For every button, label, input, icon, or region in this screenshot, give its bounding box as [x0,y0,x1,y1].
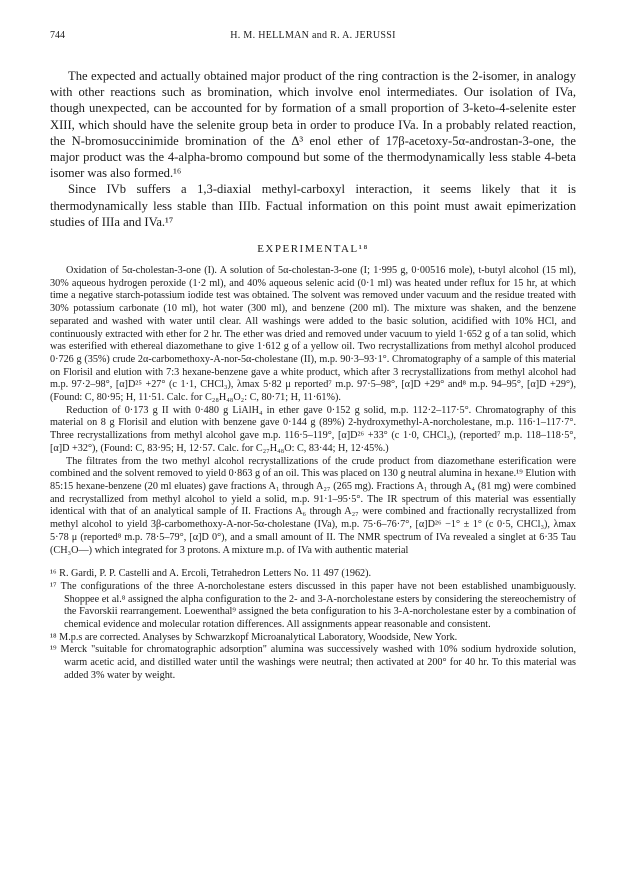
experimental-paragraph: Reduction of 0·173 g II with 0·480 g LiAlH₄ in ether gave 0·152 g solid, m.p. 112·2–117·5°. Chromatography of this material on 8 g Florisil and elution with benzene gave 0·144 g (89%) 2-hydroxymethyl-A-norcholestane, m.p. 116·1–117·7°. Three recrystallizations from methyl alcohol gave m.p. 116·5–119°, [α]D²⁶ +33° (c 1·0, CHCl₃), (reported⁷ m.p. 118–118·5°, [α]D +32°), (Found: C, 83·95; H, 12·57. Calc. for C₂₇H₄₈O: C, 83·44; H, 12·45%.) [50,404,576,454]
section-heading: EXPERIMENTAL¹⁸ [257,243,369,256]
footnote: ¹⁸ M.p.s are corrected. Analyses by Schwarzkopf Microanalytical Laboratory, Woodside, New York. [50,631,458,643]
running-title: H. M. HELLMAN and R. A. JERUSSI [230,30,396,41]
footnote: ¹⁷ The configurations of the three A-norcholestane esters discussed in this paper have not been established unambiguously. Shoppee et al.⁸ assigned the alpha configuration to the 2- and 3-A-norcholestane esters by considering the stereochemistry of the Favorskii rearrangement. Loewenthal⁹ assigned the beta configuration to his 3-A-norcholestane ester by a combination of chemical evidence and molecular rotation differences. All assignments appear reasonable and consistent. [50,580,576,631]
body-paragraph: The expected and actually obtained major product of the ring contraction is the 2-isomer, in analogy with other reactions such as bromination, which involve enol intermediates. Our isolation of IVa, though unexpected, can be accounted for by formation of a small proportion of 3-keto-4-selenite ester XIII, which should have the selenite group beta in order to produce IVa. In a probably related reaction, the N-bromosuccinimide bromination of the Δ³ enol ether of 17β-acetoxy-5α-androstan-3-one, the major product was the 4-alpha-bromo compound but some of the thermodynamically less stable 4-beta isomer was also formed.¹⁶ [50,69,576,181]
running-head [50,30,576,44]
footnote: ¹⁹ Merck "suitable for chromatographic adsorption" alumina was successively washed with 10% sodium hydroxide solution, warm acetic acid, and distilled water until the washings were neutral; then activated at 200° for 40 hr. To this material was added 3% water by weight. [50,644,576,681]
footnote: ¹⁶ R. Gardi, P. P. Castelli and A. Ercoli, Tetrahedron Letters No. 11 497 (1962). [50,568,372,580]
journal-page [50,30,576,683]
footnotes [50,568,576,682]
page-number: 744 [50,30,65,41]
experimental-paragraph: The filtrates from the two methyl alcohol recrystallizations of the crude product from diazomethane esterification were combined and the solvent removed to yield 0·863 g of an oil. This was placed on 130 g neutral alumina in hexane.¹⁹ Elution with 85:15 hexane-benzene (20 ml eluates) gave fractions A₁ through A₂₇ (265 mg). Fractions A₁ through A₄ (81 mg) were combined and recrystallized from methyl alcohol to yield a solid, m.p. 91·1–95·5°. The IR spectrum of this material was essentially identical with that of an analytical sample of II. Fractions A₆ through A₂₇ were combined and fractionally recrystallized from methyl alcohol to yield 3β-carbomethoxy-A-nor-5α-cholestane (IVa), m.p. 75·6–76·7°, [α]D²⁶ −1° ± 1° (c 0·5, CHCl₃), λmax 5·78 μ (reported⁸ m.p. 78·5–79°, [α]D 0°), and a small amount of II. The NMR spectrum of IVa revealed a singlet at 6·35 Tau (CH₃O—) which integrated for 3 protons. A mixture m.p. of IVa with authentic material [50,455,576,556]
experimental-paragraph: Oxidation of 5α-cholestan-3-one (I). A solution of 5α-cholestan-3-one (I; 1·995 g, 0·00516 mole), t-butyl alcohol (15 ml), 30% aqueous hydrogen peroxide (1·2 ml), and 40% aqueous selenic acid (0·1 ml) was heated under reflux for 15 hr, at which time a negative starch-potassium iodide test was obtained. The solvent was removed under vacuum and the residue treated with 30% potassium carbonate (10 ml), hot water (300 ml), and benzene (200 ml). The mixture was shaken, and the benzene separated and washed with water until clear. All washings were added to the basic solution, acidified with 10% HCl, and continuously extracted with ether for 2 hr. The ether was dried and removed under vacuum to yield 1·652 g of a tan solid, which was esterified with ethereal diazomethane to give 1·612 g of a yellow oil. Two recrystallizations from methyl alcohol produced 0·726 g (35%) crude 2α-carbomethoxy-A-nor-5α-cholestane (II), m.p. 90·3–93·1°. Chromatography of a sample of this material on Florisil and elution with 7:3 hexane-benzene gave a white product, which after 3 recrystallizations from methyl alcohol had m.p. 97·2–98°, [α]D²⁵ +27° (c 1·1, CHCl₃), λmax 5·82 μ reported⁷ m.p. 97·5–98°, [α]D +29° and⁸ m.p. 94–95°, [α]D +29°), (Found: C, 80·95; H, 11·51. Calc. for C₂₈H₄₈O₂: C, 80·71; H, 11·61%). [50,265,576,404]
body-paragraph: Since IVb suffers a 1,3-diaxial methyl-carboxyl interaction, it seems likely that it is thermodynamically less stable than IIIb. Factual information on this point must await epimerization studies of IIIa and IVa.¹⁷ [50,182,576,229]
